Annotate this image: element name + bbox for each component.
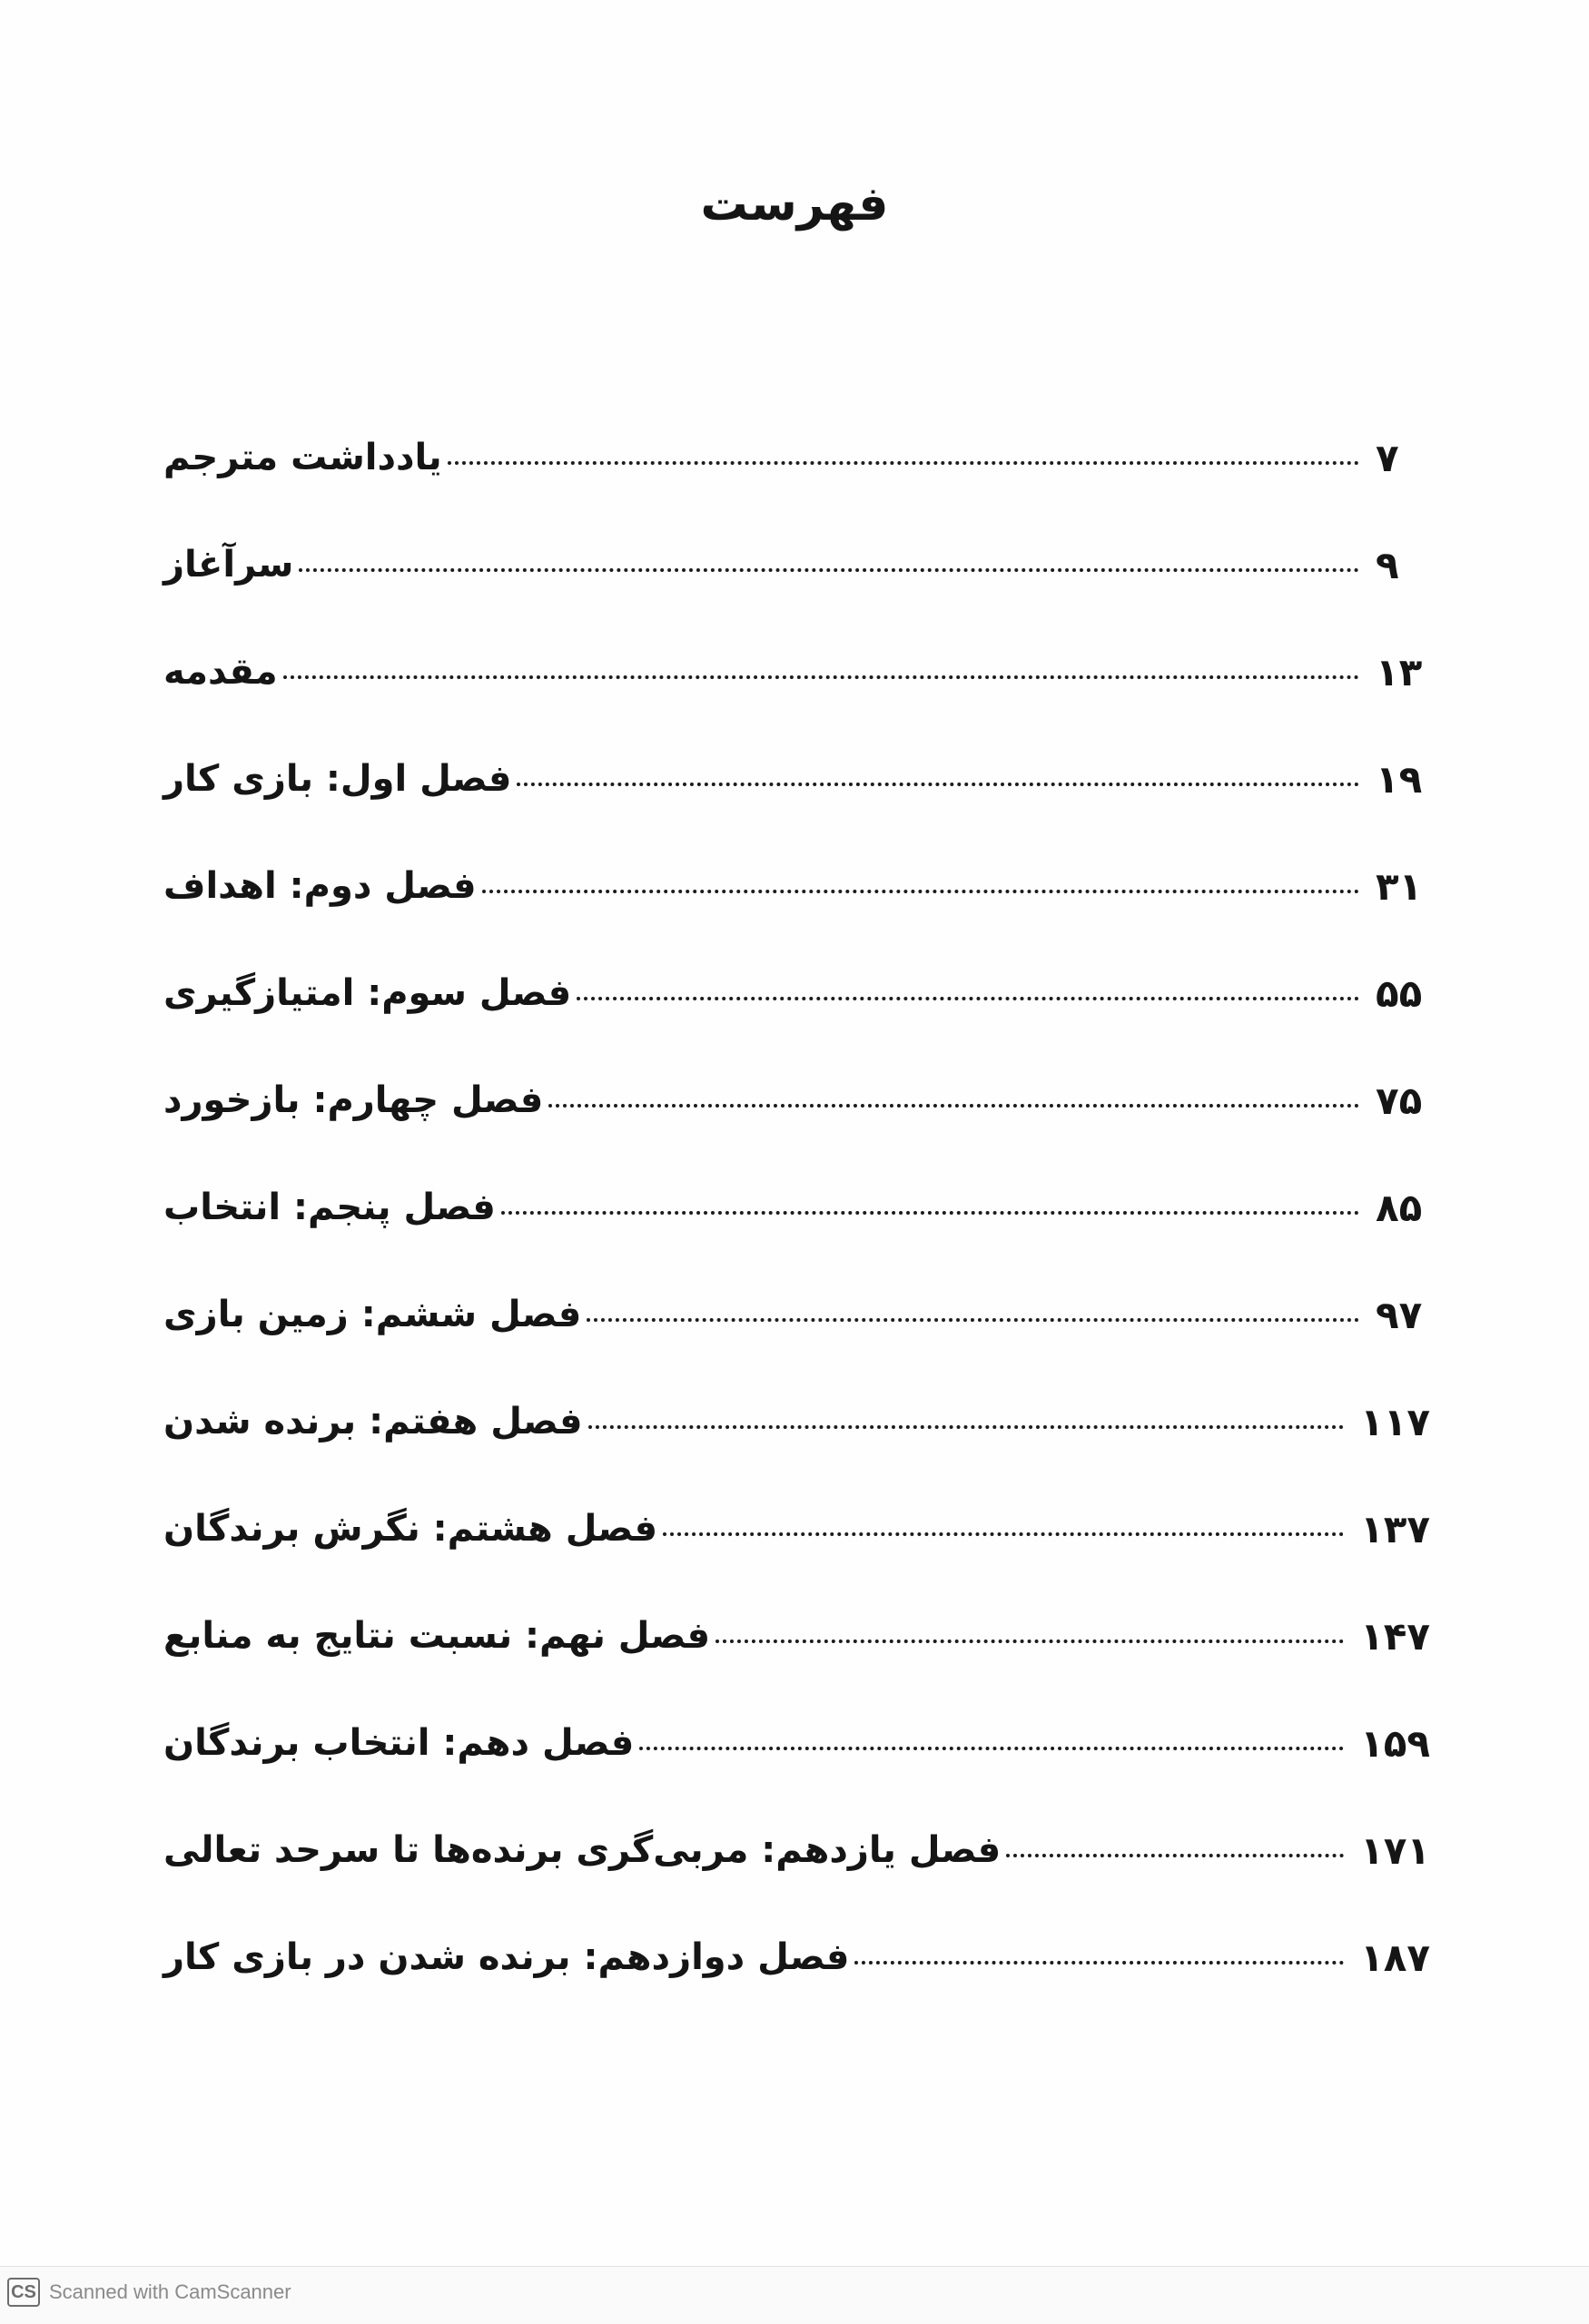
- toc-entry-label: فصل دوازدهم: برنده شدن در بازی کار: [163, 1936, 850, 1978]
- toc-entry: [163, 1689, 1430, 1797]
- toc-dot-leader: [548, 1104, 1359, 1108]
- toc-dot-leader: [663, 1532, 1344, 1536]
- toc-dot-leader: [448, 461, 1359, 465]
- toc-entry-page: ۹: [1376, 542, 1399, 587]
- toc-entry: [163, 1475, 1430, 1582]
- toc-entry: [163, 1904, 1430, 2011]
- toc-entry: [163, 1797, 1430, 1904]
- toc-entry-label: سرآغاز: [163, 544, 294, 586]
- toc-entry-page: ۱۴۷: [1360, 1613, 1430, 1659]
- toc-entry-page: ۱۹: [1376, 756, 1423, 802]
- toc-entry-label: فصل هشتم: نگرش برندگان: [163, 1508, 658, 1550]
- toc-entry-label: یادداشت مترجم: [163, 437, 442, 478]
- scanner-watermark-text: Scanned with CamScanner: [49, 2280, 291, 2303]
- toc-entry-label: مقدمه: [163, 651, 278, 693]
- toc-entry-page: ۵۵: [1376, 970, 1423, 1016]
- toc-entry-label: فصل هفتم: برنده شدن: [163, 1401, 583, 1443]
- toc-entry-label: فصل دهم: انتخاب برندگان: [163, 1722, 635, 1764]
- toc-entry-page: ۱۸۷: [1360, 1935, 1430, 1980]
- toc-entry: [163, 1368, 1430, 1475]
- toc-entry-label: فصل دوم: اهداف: [163, 865, 477, 907]
- toc-entry-page: ۱۷۱: [1360, 1827, 1430, 1873]
- toc-dot-leader: [299, 568, 1359, 572]
- toc-entry-page: ۸۵: [1376, 1185, 1423, 1230]
- toc-entry-page: ۱۳: [1376, 649, 1423, 694]
- scanner-watermark: [0, 2266, 1589, 2324]
- toc-entry-page: ۷۵: [1376, 1078, 1423, 1123]
- toc-entry-label: فصل یازدهم: مربی‌گری برنده‌ها تا سرحد تعالی: [163, 1829, 1002, 1871]
- toc-entry-label: فصل چهارم: بازخورد: [163, 1079, 544, 1121]
- table-of-contents: [163, 404, 1430, 2011]
- toc-entry: [163, 511, 1430, 618]
- toc-dot-leader: [587, 1318, 1359, 1322]
- toc-entry: [163, 725, 1430, 832]
- camscanner-logo-icon: CS: [7, 2278, 40, 2307]
- toc-entry: [163, 1047, 1430, 1154]
- toc-entry-label: فصل ششم: زمین بازی: [163, 1294, 582, 1335]
- toc-entry: [163, 1261, 1430, 1368]
- toc-entry: [163, 404, 1430, 511]
- toc-dot-leader: [517, 783, 1359, 786]
- toc-entry: [163, 1154, 1430, 1261]
- toc-entry-label: فصل اول: بازی کار: [163, 758, 512, 800]
- toc-entry-page: ۱۳۷: [1360, 1506, 1430, 1551]
- toc-entry-label: فصل نهم: نسبت نتایج به منابع: [163, 1615, 711, 1657]
- toc-entry-page: ۳۱: [1376, 863, 1423, 909]
- toc-dot-leader: [1006, 1854, 1344, 1857]
- toc-entry: [163, 940, 1430, 1047]
- toc-dot-leader: [501, 1211, 1359, 1215]
- toc-dot-leader: [482, 890, 1359, 893]
- toc-dot-leader: [283, 675, 1359, 679]
- toc-entry-page: ۱۱۷: [1360, 1399, 1430, 1444]
- toc-dot-leader: [716, 1640, 1344, 1643]
- toc-entry-page: ۱۵۹: [1360, 1720, 1430, 1766]
- toc-dot-leader: [577, 997, 1359, 1000]
- toc-dot-leader: [639, 1747, 1344, 1750]
- toc-dot-leader: [854, 1961, 1344, 1965]
- toc-entry-label: فصل پنجم: انتخاب: [163, 1187, 496, 1228]
- toc-entry: [163, 618, 1430, 725]
- toc-entry: [163, 1582, 1430, 1689]
- toc-dot-leader: [588, 1425, 1345, 1429]
- page-title: فهرست: [700, 177, 889, 231]
- toc-entry-label: فصل سوم: امتیازگیری: [163, 972, 572, 1014]
- toc-entry: [163, 832, 1430, 940]
- toc-entry-page: ۹۷: [1376, 1292, 1423, 1337]
- toc-entry-page: ۷: [1376, 435, 1399, 480]
